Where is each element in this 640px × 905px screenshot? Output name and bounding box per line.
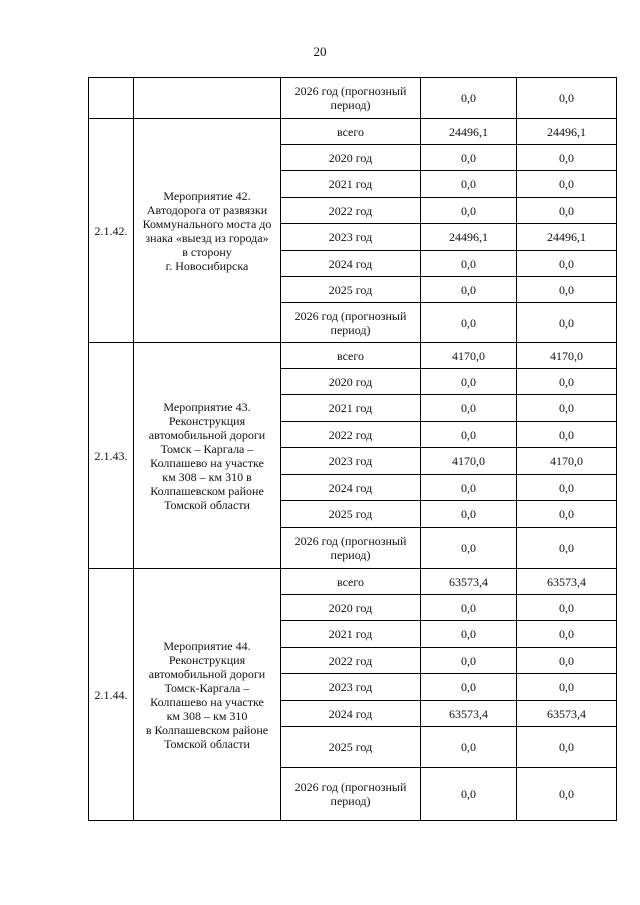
value-cell: 0,0	[421, 198, 517, 224]
year-cell: 2023 год	[281, 674, 421, 701]
value-cell: 0,0	[421, 475, 517, 501]
value-cell: 0,0	[421, 251, 517, 277]
value-cell: 4170,0	[517, 343, 617, 369]
value-cell: 0,0	[421, 727, 517, 768]
value-cell: 0,0	[517, 369, 617, 395]
year-cell: 2024 год	[281, 475, 421, 501]
description-line: Колпашево на участке	[150, 455, 264, 470]
value-cell: 0,0	[421, 648, 517, 674]
year-cell: 2022 год	[281, 648, 421, 674]
year-cell: 2021 год	[281, 171, 421, 198]
value-cell: 0,0	[517, 528, 617, 569]
value-cell: 0,0	[421, 621, 517, 648]
value-cell: 0,0	[421, 674, 517, 701]
description-line: Томск – Каргала –	[160, 441, 254, 456]
value-cell: 0,0	[517, 727, 617, 768]
value-cell: 0,0	[421, 395, 517, 422]
value-cell: 0,0	[517, 422, 617, 448]
description-line: Реконструкция	[168, 413, 246, 428]
year-cell: 2026 год (прогнозный период)	[281, 78, 421, 119]
year-cell: 2023 год	[281, 224, 421, 251]
value-cell: 4170,0	[517, 448, 617, 475]
year-cell: 2026 год (прогнозный период)	[281, 528, 421, 569]
value-cell: 0,0	[517, 251, 617, 277]
value-cell: 0,0	[421, 768, 517, 821]
table-row	[89, 569, 617, 595]
year-cell: 2024 год	[281, 251, 421, 277]
value-cell: 0,0	[517, 595, 617, 621]
year-cell: 2025 год	[281, 277, 421, 303]
value-cell: 63573,4	[421, 569, 517, 595]
value-cell: 0,0	[517, 303, 617, 343]
activity-code: 2.1.43.	[89, 343, 134, 569]
description-line: км 308 – км 310 в	[162, 469, 252, 484]
value-cell: 0,0	[517, 648, 617, 674]
value-cell: 0,0	[421, 145, 517, 171]
year-cell: 2021 год	[281, 621, 421, 648]
activity-code: 2.1.44.	[89, 569, 134, 821]
description-line: автомобильной дороги	[148, 427, 266, 442]
value-cell: 0,0	[517, 78, 617, 119]
value-cell: 63573,4	[517, 569, 617, 595]
description-line: Мероприятие 42.	[163, 188, 251, 203]
value-cell: 0,0	[517, 145, 617, 171]
year-cell: 2025 год	[281, 727, 421, 768]
activity-code: 2.1.42.	[89, 119, 134, 343]
value-cell: 0,0	[517, 395, 617, 422]
value-cell: 0,0	[517, 171, 617, 198]
value-cell: 24496,1	[421, 224, 517, 251]
year-cell: 2026 год (прогнозный период)	[281, 768, 421, 821]
description-line: в Колпашевском районе	[145, 722, 269, 737]
year-cell: 2020 год	[281, 145, 421, 171]
description-line: Реконструкция	[168, 652, 246, 667]
description-line: Томской области	[164, 497, 250, 512]
activity-description	[134, 569, 281, 821]
year-cell: 2024 год	[281, 701, 421, 727]
value-cell: 0,0	[517, 674, 617, 701]
value-cell: 0,0	[517, 501, 617, 528]
description-line: Колпашево на участке	[150, 694, 264, 709]
year-cell: всего	[281, 119, 421, 145]
table-row	[89, 78, 617, 119]
year-cell: 2023 год	[281, 448, 421, 475]
table-row	[89, 119, 617, 145]
description-line: автомобильной дороги	[148, 666, 266, 681]
value-cell: 0,0	[421, 303, 517, 343]
description-line: Коммунального моста до	[142, 216, 272, 231]
year-cell: 2020 год	[281, 369, 421, 395]
value-cell: 0,0	[421, 422, 517, 448]
description-line: км 308 – км 310	[166, 708, 248, 723]
year-cell: 2020 год	[281, 595, 421, 621]
value-cell: 63573,4	[517, 701, 617, 727]
value-cell: 0,0	[517, 621, 617, 648]
table-body	[89, 78, 617, 821]
value-cell: 0,0	[421, 171, 517, 198]
description-line: в сторону	[182, 244, 232, 259]
activity-description	[134, 343, 281, 569]
value-cell: 0,0	[421, 528, 517, 569]
table-row	[89, 343, 617, 369]
year-cell: всего	[281, 343, 421, 369]
description-line: Томской области	[164, 736, 250, 751]
value-cell: 24496,1	[517, 119, 617, 145]
year-cell: 2021 год	[281, 395, 421, 422]
year-cell: 2026 год (прогнозный период)	[281, 303, 421, 343]
description-line: Колпашевском районе	[150, 483, 264, 498]
year-cell: всего	[281, 569, 421, 595]
code-cell	[89, 78, 134, 119]
value-cell: 63573,4	[421, 701, 517, 727]
value-cell: 24496,1	[517, 224, 617, 251]
value-cell: 4170,0	[421, 343, 517, 369]
description-line: г. Новосибирска	[165, 258, 249, 273]
description-line: Томск-Каргала –	[164, 680, 250, 695]
value-cell: 0,0	[517, 475, 617, 501]
description-line: знака «выезд из города»	[145, 230, 269, 245]
value-cell: 0,0	[421, 501, 517, 528]
year-cell: 2022 год	[281, 422, 421, 448]
description-line: Мероприятие 43.	[163, 399, 251, 414]
value-cell: 24496,1	[421, 119, 517, 145]
value-cell: 0,0	[517, 768, 617, 821]
value-cell: 0,0	[421, 595, 517, 621]
value-cell: 0,0	[421, 369, 517, 395]
page-number: 20	[313, 44, 327, 59]
value-cell: 4170,0	[421, 448, 517, 475]
funding-table	[88, 77, 617, 821]
description-line: Автодорога от развязки	[146, 202, 268, 217]
description-cell	[134, 78, 281, 119]
value-cell: 0,0	[517, 277, 617, 303]
value-cell: 0,0	[421, 277, 517, 303]
description-line: Мероприятие 44.	[163, 638, 251, 653]
year-cell: 2025 год	[281, 501, 421, 528]
value-cell: 0,0	[421, 78, 517, 119]
value-cell: 0,0	[517, 198, 617, 224]
activity-description	[134, 119, 281, 343]
year-cell: 2022 год	[281, 198, 421, 224]
